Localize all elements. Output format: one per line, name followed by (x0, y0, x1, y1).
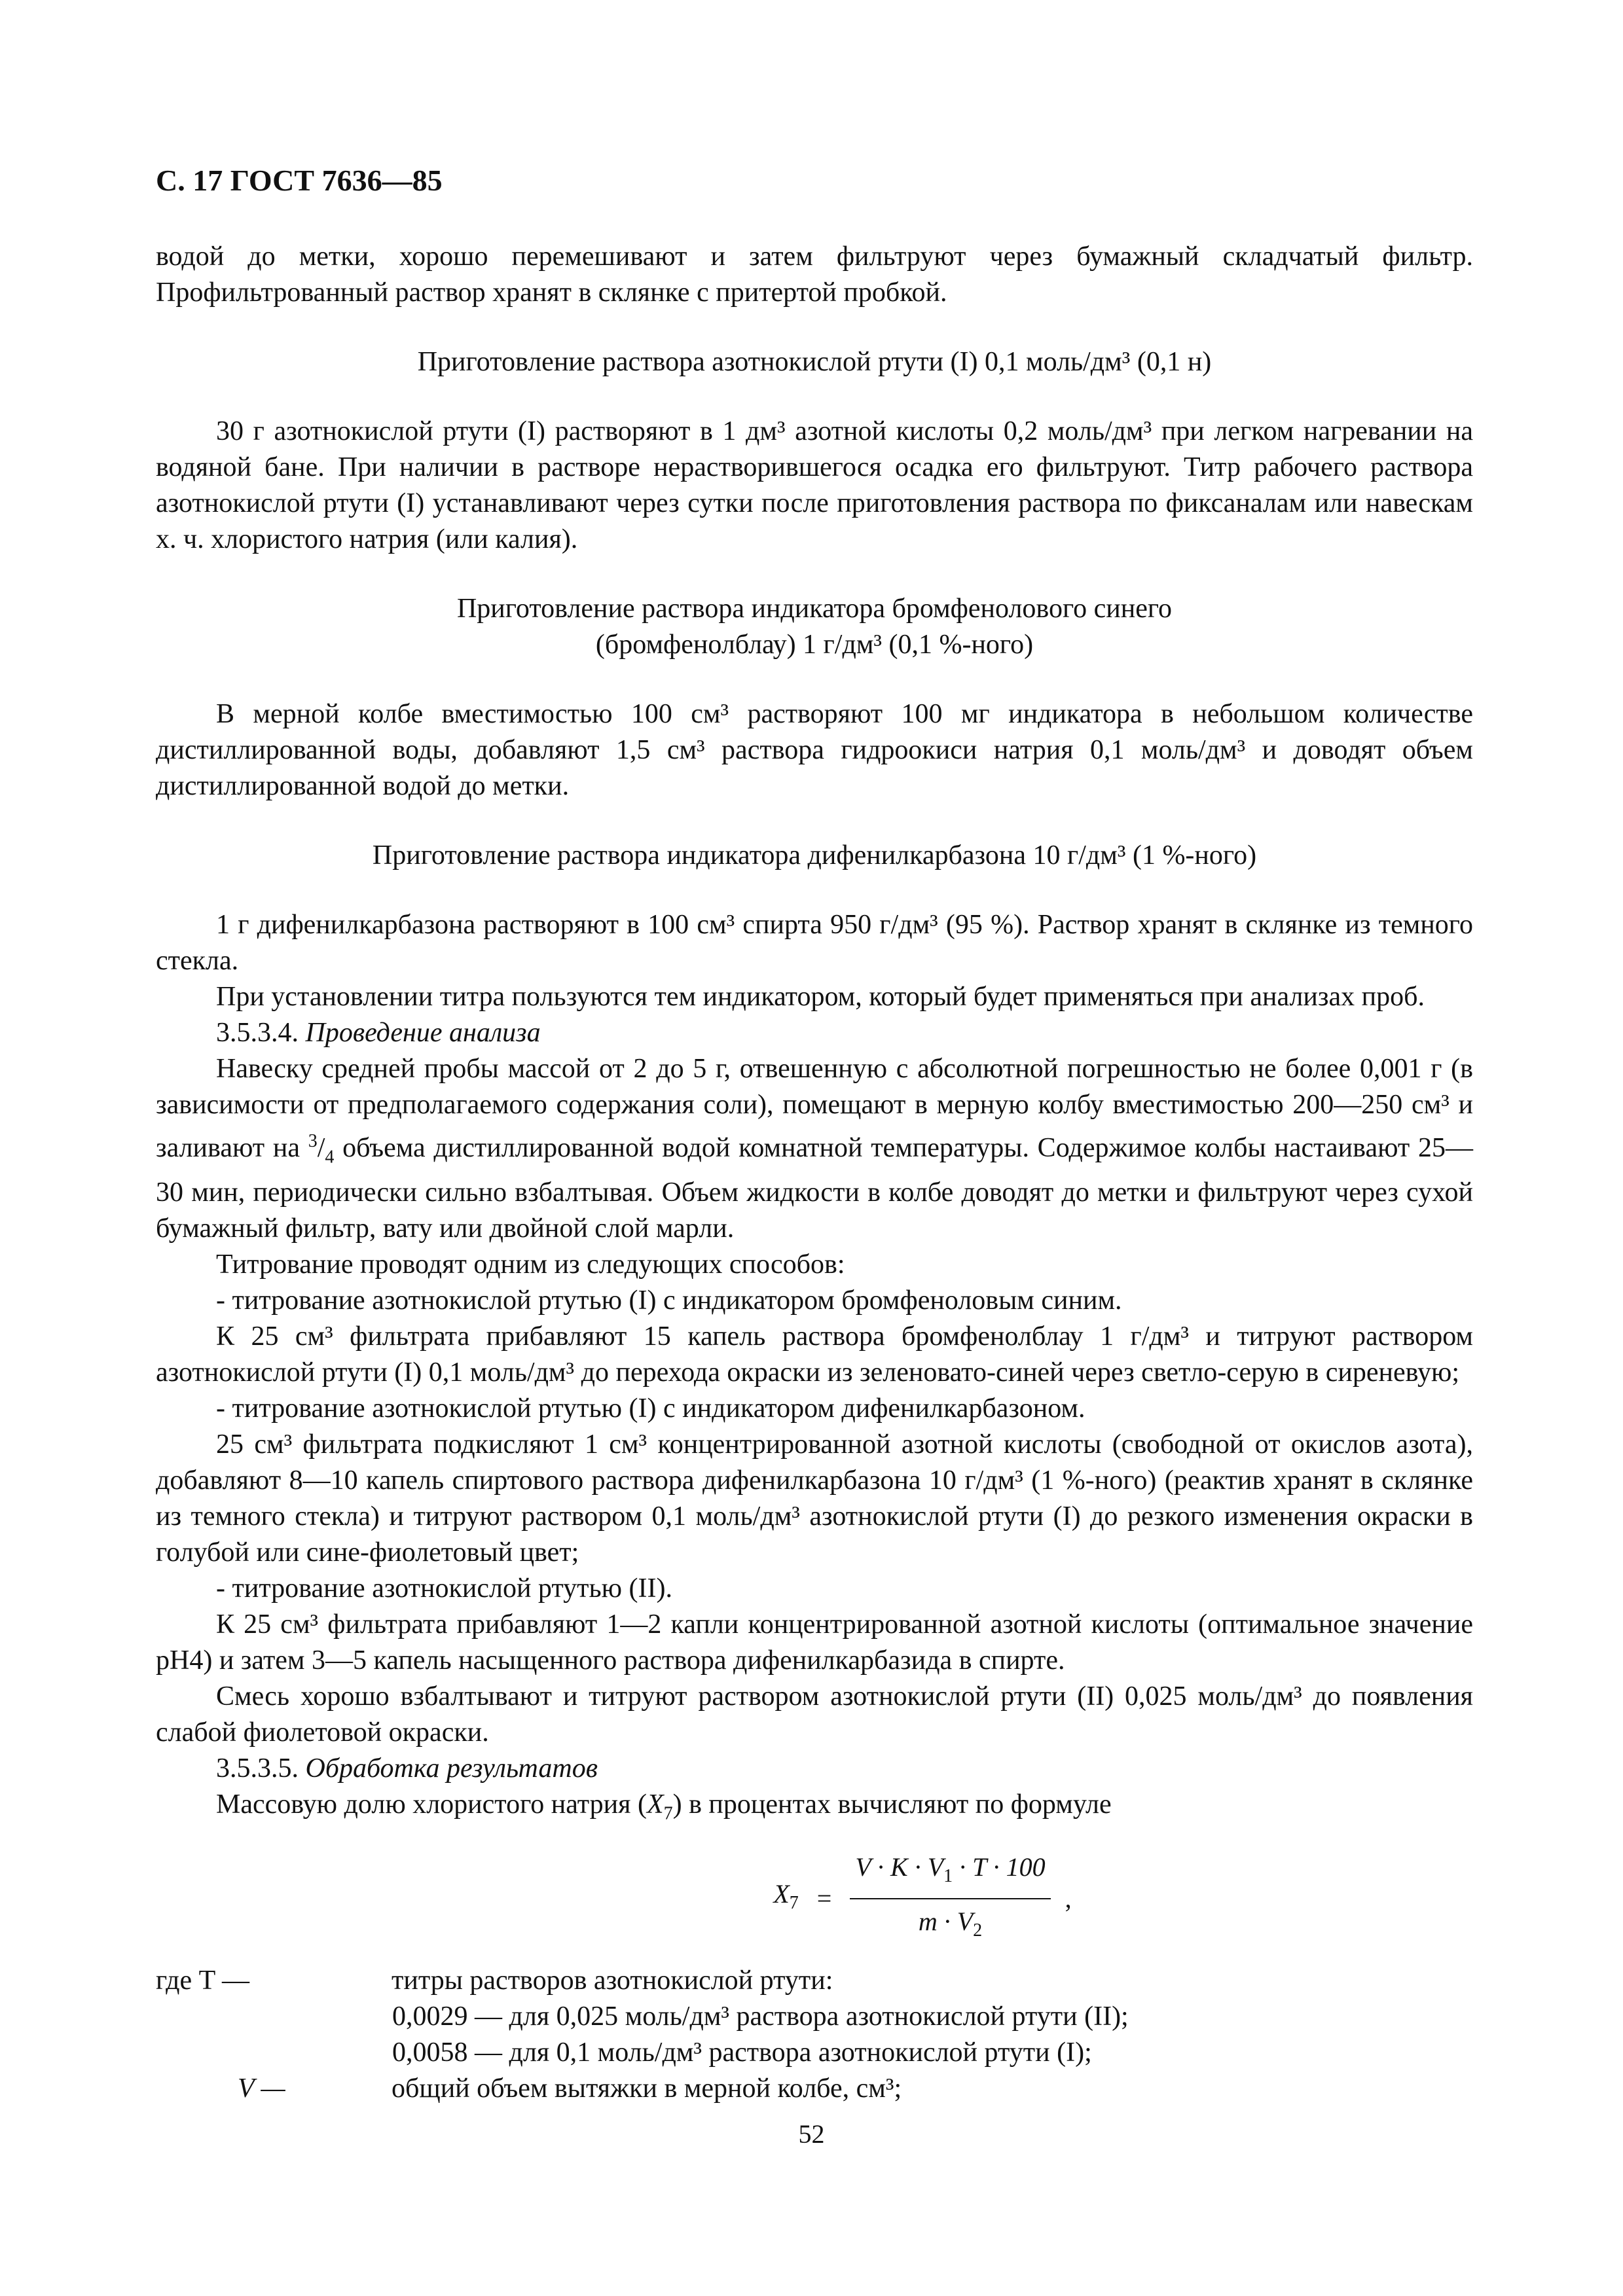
formula (156, 1846, 1473, 1951)
subsection-heading (156, 1751, 1473, 1787)
section-heading (156, 591, 1473, 663)
subsection-number: 3.5.3.4. (216, 1018, 306, 1048)
running-head: С. 17 ГОСТ 7636—85 (156, 164, 443, 197)
definition-label: где T — (156, 1965, 250, 1996)
definition-subitem: 0,0029 — для 0,025 моль/дм³ раствора азотнокислой ртути (II); (392, 2001, 1129, 2032)
list-item: - титрование азотнокислой ртутью (II). (216, 1573, 672, 1604)
formula-comma: , (1065, 1884, 1072, 1914)
list-item: - титрование азотнокислой ртутью (I) с индикатором бромфеноловым синим. (216, 1285, 1122, 1316)
subsection-heading (156, 1015, 1473, 1051)
paragraph: При установлении титра пользуются тем индикатором, который будет применяться при анализах проб. (216, 982, 1425, 1012)
formula-fraction (850, 1849, 1050, 1948)
formula-lhs: $X_7$ (773, 1879, 799, 1914)
section-heading: Приготовление раствора азотнокислой ртути (I) 0,1 моль/дм³ (0,1 н) (417, 347, 1212, 377)
subsection-number: 3.5.3.5. (216, 1753, 306, 1784)
definition-text: общий объем вытяжки в мерной колбе, см³; (392, 2073, 902, 2104)
subsection-title: Обработка результатов (305, 1753, 598, 1784)
paragraph: Массовую долю хлористого натрия $(X_7)$ в процентах вычисляют по формуле (216, 1789, 1112, 1824)
paragraph: К 25 см³ фильтрата прибавляют 1—2 капли концентрированной азотной кислоты (оптимальное значение pH4) и затем 3—5 капель насыщенного раствора дифенилкарбазида в спирте. (156, 1609, 1473, 1676)
paragraph: 25 см³ фильтрата подкисляют 1 см³ концентрированной азотной кислоты (свободной от окислов азота), добавляют 8—10 капель спиртового раствора дифенилкарбазона 10 г/дм³ (1 %-ного) (реактив хранят в склянке из темного стекла) и титруют раствором 0,1 моль/дм³ азотнокислой ртути (I) до резкого изменения окраски в голубой или сине-фиолетовый цвет; (156, 1429, 1473, 1568)
formula-equals: = (816, 1884, 832, 1914)
fraction-numerator: 3 (308, 1131, 318, 1151)
page-number: 52 (798, 2119, 825, 2149)
subsection-title: Проведение анализа (305, 1018, 541, 1048)
paragraph: Титрование проводят одним из следующих способов: (216, 1249, 845, 1280)
heading-line: (бромфенолблау) 1 г/дм³ (0,1 %-ного) (595, 630, 1034, 660)
definition-row (156, 1963, 1473, 1999)
formula-numerator: $V \cdot K \cdot V_1 \cdot T \cdot 100$ (850, 1849, 1050, 1899)
page-body (156, 239, 1473, 2107)
variable-definitions (156, 1963, 1473, 2107)
formula-denominator: $m \cdot V_2$ (918, 1906, 983, 1941)
section-heading: Приготовление раствора индикатора дифенилкарбазона 10 г/дм³ (1 %-ного) (372, 840, 1257, 870)
fraction-denominator: 4 (325, 1147, 335, 1168)
definition-subitem: 0,0058 — для 0,1 моль/дм³ раствора азотнокислой ртути (I); (392, 2037, 1092, 2068)
definition-row (156, 2071, 1473, 2107)
paragraph: 30 г азотнокислой ртути (I) растворяют в 1 дм³ азотной кислоты 0,2 моль/дм³ при легком нагревании на водяной бане. При наличии в растворе нерастворившегося осадка его фильтруют. Титр рабочего раствора азотнокислой ртути (I) устанавливают через сутки после приготовления раствора по фиксаналам или навескам х. ч. хлористого натрия (или калия). (156, 416, 1473, 554)
paragraph: К 25 см³ фильтрата прибавляют 15 капель раствора бромфенолблау 1 г/дм³ и титруют раствором азотнокислой ртути (I) 0,1 моль/дм³ до перехода окраски из зеленовато-синей через светло-серую в сиреневую; (156, 1321, 1473, 1388)
paragraph: Смесь хорошо взбалтывают и титруют раствором азотнокислой ртути (II) 0,025 моль/дм³ до появления слабой фиолетовой окраски. (156, 1681, 1473, 1748)
paragraph: Навеску средней пробы массой от 2 до 5 г, отвешенную с абсолютной погрешностью не более 0,001 г (в зависимости от предполагаемого содержания соли), помещают в мерную колбу вместимостью 200—250 см³ и заливают на $^3/_4$ объема дистиллированной водой комнатной температуры. Содержимое колбы настаивают 25—30 мин, периодически сильно взбалтывая. Объем жидкости в колбе доводят до метки и фильтруют через сухой бумажный фильтр, вату или двойной слой марли. (156, 1054, 1473, 1244)
paragraph: 1 г дифенилкарбазона растворяют в 100 см³ спирта 950 г/дм³ (95 %). Раствор хранят в склянке из темного стекла. (156, 910, 1473, 976)
definition-text: титры растворов азотнокислой ртути: (392, 1965, 833, 1996)
definition-label: V — (238, 2073, 285, 2104)
heading-line: Приготовление раствора индикатора бромфенолового синего (456, 594, 1173, 624)
list-item: - титрование азотнокислой ртутью (I) с индикатором дифенилкарбазоном. (216, 1393, 1085, 1424)
paragraph: водой до метки, хорошо перемешивают и затем фильтруют через бумажный складчатый фильтр. Профильтрованный раствор хранят в склянке с притертой пробкой. (156, 242, 1473, 308)
paragraph: В мерной колбе вместимостью 100 см³ растворяют 100 мг индикатора в небольшом количестве дистиллированной воды, добавляют 1,5 см³ раствора гидроокиси натрия 0,1 моль/дм³ и доводят объем дистиллированной водой до метки. (156, 699, 1473, 801)
